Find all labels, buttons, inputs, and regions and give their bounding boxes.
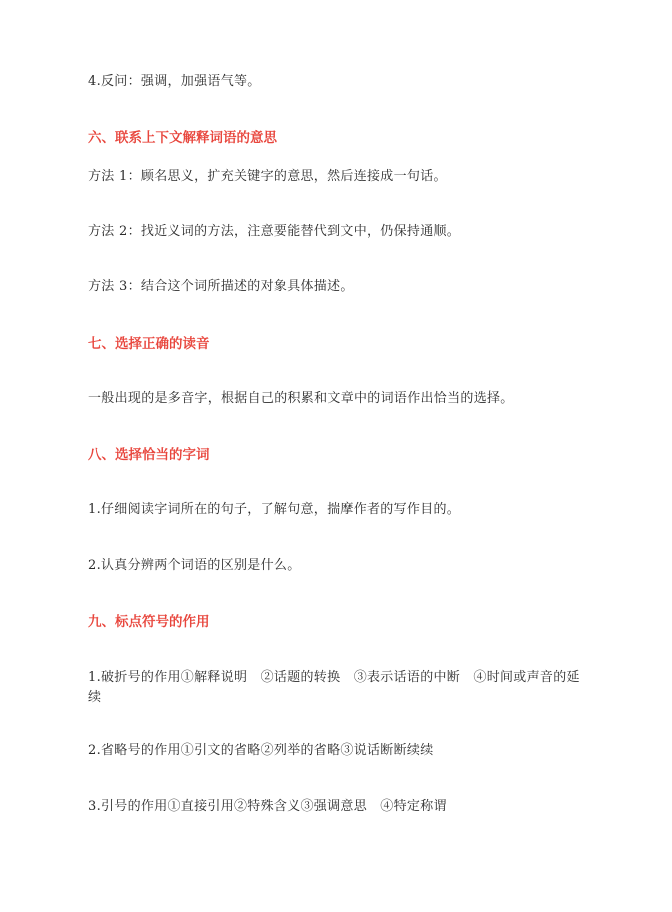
paragraph-ellipsis-usage: 2.省略号的作用①引文的省略②列举的省略③说话断断续续: [88, 743, 434, 758]
paragraph-method-2: 方法 2：找近义词的方法，注意要能替代到文中，仍保持通顺。: [88, 224, 461, 239]
section-heading-context-meaning: 六、联系上下文解释词语的意思: [88, 130, 277, 146]
section-heading-punctuation: 九、标点符号的作用: [88, 614, 210, 630]
section-heading-word-choice: 八、选择恰当的字词: [88, 447, 210, 463]
paragraph-rhetorical-question: 4.反问：强调，加强语气等。: [88, 74, 261, 89]
paragraph-word-choice-1: 1.仔细阅读字词所在的句子，了解句意，揣摩作者的写作目的。: [88, 502, 461, 517]
paragraph-quote-usage: 3.引号的作用①直接引用②特殊含义③强调意思 ④特定称谓: [88, 799, 447, 814]
paragraph-dash-usage: 1.破折号的作用①解释说明 ②话题的转换 ③表示话语的中断 ④时间或声音的延续: [88, 670, 580, 705]
paragraph-pronunciation-tip: 一般出现的是多音字，根据自己的积累和文章中的词语作出恰当的选择。: [88, 391, 514, 406]
paragraph-method-3: 方法 3：结合这个词所描述的对象具体描述。: [88, 279, 354, 294]
section-heading-pronunciation: 七、选择正确的读音: [88, 336, 210, 352]
paragraph-word-choice-2: 2.认真分辨两个词语的区别是什么。: [88, 558, 301, 573]
paragraph-method-1: 方法 1：顾名思义，扩充关键字的意思，然后连接成一句话。: [88, 169, 447, 184]
